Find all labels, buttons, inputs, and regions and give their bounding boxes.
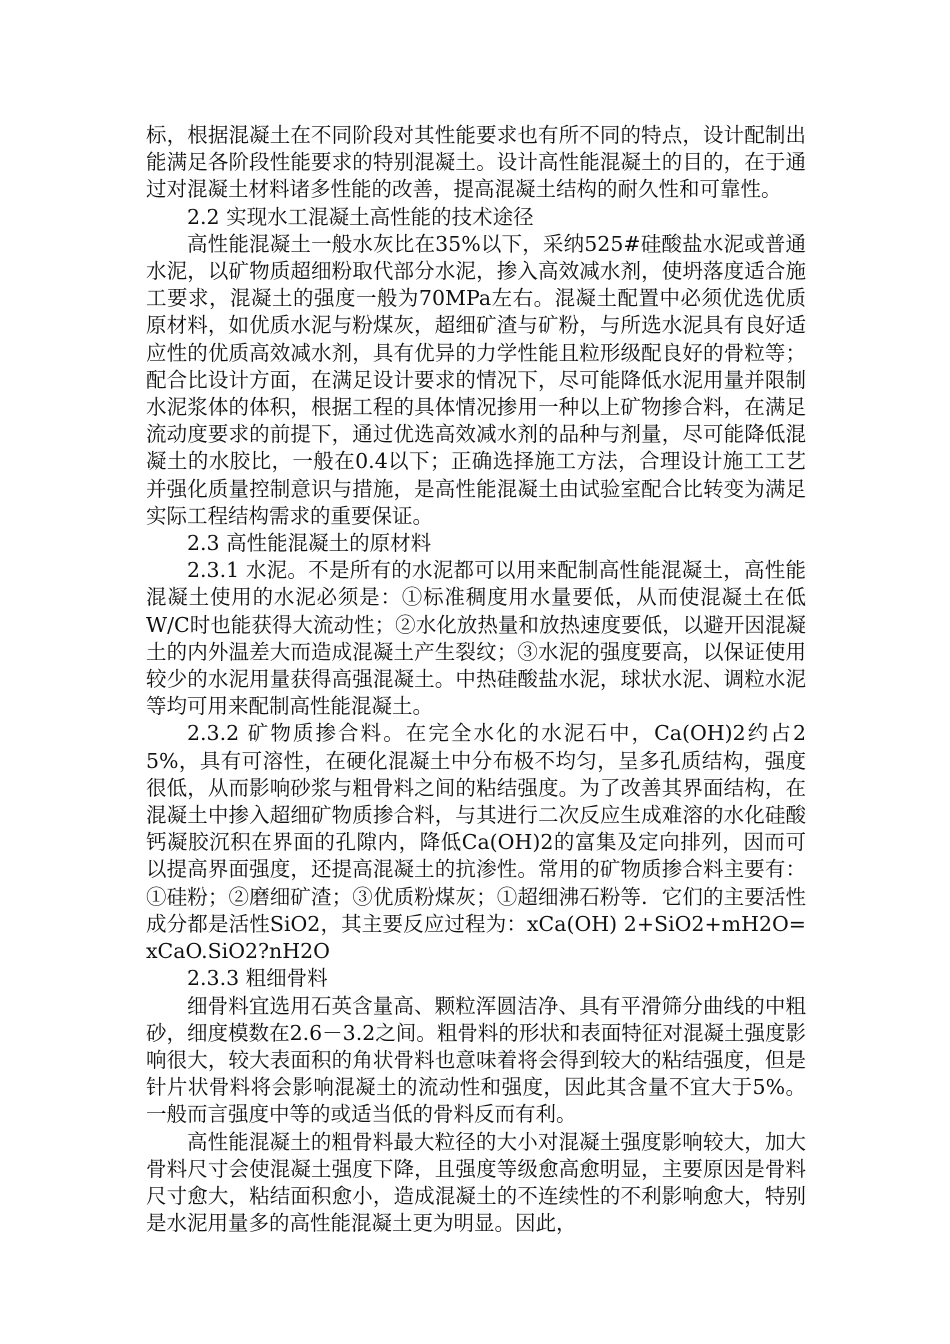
paragraph-mineral-admixture: 2.3.2 矿物质掺合料。在完全水化的水泥石中，Ca(OH)2约占25%，具有可溶性，在硬化混凝土中分布极不均匀，呈多孔质结构，强度很低，从而影响砂浆与粗骨料之间的粘结强度。为了改善其界面结构，在混凝土中掺入超细矿物质掺合料，与其进行二次反应生成难溶的水化硅酸钙凝胶沉积在界面的孔隙内，降低Ca(OH)2的富集及定向排列，因而可以提高界面强度，还提高混凝土的抗渗性。常用的矿物质掺合料主要有：①硅粉；②磨细矿渣；③优质粉煤灰；①超细沸石粉等．它们的主要活性成分都是活性SiO2，其主要反应过程为：xCa(OH) 2+SiO2+mH2O=xCaO.SiO2?nH2O — [146, 721, 806, 964]
section-heading-2-3-3: 2.3.3 粗细骨料 — [187, 966, 328, 991]
paragraph-coarse-aggregate: 高性能混凝土的粗骨料最大粒径的大小对混凝土强度影响较大，加大骨料尺寸会使混凝土强度下降，且强度等级愈高愈明显，主要原因是骨料尺寸愈大，粘结面积愈小，造成混凝土的不连续性的不利影响愈大，特别是水泥用量多的高性能混凝土更为明显。因此， — [146, 1129, 806, 1236]
section-heading-2-3: 2.3 高性能混凝土的原材料 — [187, 531, 432, 556]
paragraph-technical-approach: 高性能混凝土一般水灰比在35%以下，采纳525#硅酸盐水泥或普通水泥，以矿物质超细粉取代部分水泥，掺入高效减水剂，使坍落度适合施工要求，混凝土的强度一般为70MPa左右。混凝土配置中必须优选优质原材料，如优质水泥与粉煤灰，超细矿渣与矿粉，与所选水泥具有良好适应性的优质高效减水剂，具有优异的力学性能且粒形级配良好的骨粒等；配合比设计方面，在满足设计要求的情况下，尽可能降低水泥用量并限制水泥浆体的体积，根据工程的具体情况掺用一种以上矿物掺合料，在满足流动度要求的前提下，通过优选高效减水剂的品种与剂量，尽可能降低混凝土的水胶比，一般在0.4以下；正确选择施工方法，合理设计施工工艺并强化质量控制意识与措施，是高性能混凝土由试验室配合比转变为满足实际工程结构需求的重要保证。 — [146, 231, 806, 528]
document-page — [146, 122, 806, 1237]
section-heading-2-2: 2.2 实现水工混凝土高性能的技术途径 — [187, 204, 534, 229]
paragraph-continuation: 标，根据混凝土在不同阶段对其性能要求也有所不同的特点，设计配制出能满足各阶段性能要求的特别混凝土。设计高性能混凝土的目的，在于通过对混凝土材料诸多性能的改善，提高混凝土结构的耐久性和可靠性。 — [146, 123, 806, 202]
paragraph-fine-aggregate: 细骨料宜选用石英含量高、颗粒浑圆洁净、具有平滑筛分曲线的中粗砂，细度模数在2.6－3.2之间。粗骨料的形状和表面特征对混凝土强度影响很大，较大表面积的角状骨料也意味着将会得到较大的粘结强度，但是针片状骨料将会影响混凝土的流动性和强度，因此其含量不宜大于5%。一般而言强度中等的或适当低的骨料反而有利。 — [146, 993, 806, 1127]
paragraph-cement: 2.3.1 水泥。不是所有的水泥都可以用来配制高性能混凝土，高性能混凝土使用的水泥必须是：①标准稠度用水量要低，从而使混凝土在低W/C时也能获得大流动性；②水化放热量和放热速度要低，以避开因混凝土的内外温差大而造成混凝土产生裂纹；③水泥的强度要高，以保证使用较少的水泥用量获得高强混凝土。中热硅酸盐水泥，球状水泥、调粒水泥等均可用来配制高性能混凝土。 — [146, 558, 806, 719]
